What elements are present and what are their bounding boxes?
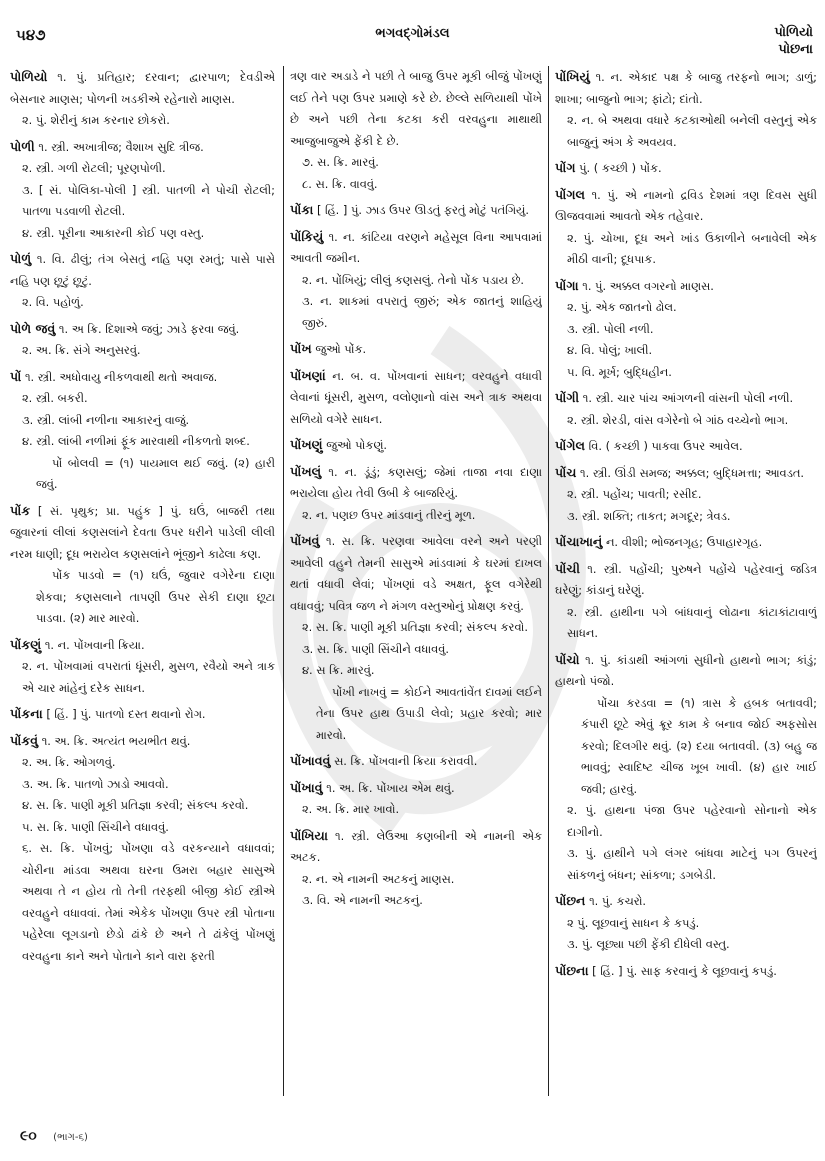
headword: પોંકના [10, 706, 43, 721]
sub-sense: ૨. વિ. પહોળું. [22, 295, 84, 309]
definition: ૧. પું. કચરો. [589, 894, 647, 908]
sub-sense: ૨. પું. એક જાતનો ઢોલ. [567, 300, 677, 314]
sub-sense: ૪. સ ક્રિ. મારવું. [302, 663, 375, 677]
sub-sense: ૬. સ. ક્રિ. પોંખવું; પોંખણા વડે વરકન્યાને વધાવવાં; ચોરીના માંડવા અથવા ઘરના ઉમરા બહાર સાસુએ અથવા તે ન હોય તો તેની તરફથી બીજી કોઈ સ્ત્રીએ વરવહુને વધાવવાં. તેમાં એકેક પોંખણા ઉપર સ્ત્રી પોતાના પહેરેલા લૂગડાનો છેડો ઢાંકે છે અને તે ઢાંકેલું પોંખણું વરવહુના કાને અને પોતાને કાને વારા ફરતી [22, 841, 275, 963]
sub-sense: ૩. વિ. એ નામની અટકનું. [302, 893, 423, 907]
column-2 [290, 66, 542, 1096]
definition: ૧. સ્ત્રી. પહોંચી; પુરુષને પહોંચે પહેરવાનું જડિત્ર ઘરેણું; કાંડાનું ઘરેણું. [555, 561, 817, 597]
sub-sense: ૨. સ્ત્રી. ગળી રોટલી; પૂરણપોળી. [22, 161, 166, 175]
guide-word-last: પોછના [778, 42, 813, 57]
idiom-phrase: પોં બોલવી = (૧) પાયમાલ થઈ જવું. (૨) હારી જવું. [36, 455, 275, 491]
headword: પોં [10, 368, 22, 384]
headword: પોંખિયા [290, 827, 328, 843]
dictionary-entry [555, 157, 817, 180]
sub-sense: ૨. સ્ત્રી. શેરડી, વાંસ વગેરેનો બે ગાંઠ વચ્ચેનો ભાગ. [567, 412, 789, 427]
sub-sense: ૩. અ. ક્રિ. પાતળો ઝાડો આવવો. [22, 776, 169, 791]
definition: [ હિં. ] પું. પાતળો દસ્ત થવાનો રોગ. [46, 707, 206, 721]
dictionary-entry [290, 750, 542, 773]
dictionary-columns [10, 66, 815, 1096]
book-title: ભગવદ્ગોમંડલ [375, 26, 450, 41]
dictionary-entry [10, 730, 275, 968]
definition: [ સં. પૃથુક; પ્રા. પહુંક ] પું. ઘઉં, બાજરી તથા જુવારનાં લીલાં કણસલાંને દેવતા ઉપર ધરીને પાડેલી લીલી નરમ ધાણી; દૂધ ભરાયેલ કણસલાંને ભૂંજીને કાઢેલા કણ. [10, 503, 275, 561]
headword: પોળી [10, 138, 35, 154]
headword: પોંગ [555, 160, 576, 175]
sub-sense: ૨. ન. પણછ ઉપર માંડવાનું તીરનું મૂળ. [302, 507, 476, 522]
guide-words [774, 24, 813, 58]
definition: ૧. ન. કાંટિયા વરણને મહેસૂલ વિના આપવામાં આવતી જમીન. [290, 229, 542, 265]
sub-sense: ૩. સ્ત્રી. પોલી નળી. [567, 321, 654, 336]
definition: ૧. સ. ક્રિ. પરણવા આવેલા વરને અને પરણી આવેલી વહુને તેમની સાસુએ માંડવામાં કે ઘરમાં દાખલ થતાં વધાવી લેવાં; પોંખણાં વડે અક્ષત, ફૂલ વગેરેથી વધાવવું; પવિત્ર જળ ને મંગળ વસ્તુઓનું પ્રોક્ષણ કરવું. [290, 534, 542, 613]
headword: પોળે જવું [10, 320, 56, 336]
idiom-phrase: પોંખી નાખવું = કોઈને આવતાંવેંત દાવમાં લઈને તેના ઉપર હાથ ઉપાડી લેવો; પ્રહાર કરવો; માર મારવો. [316, 684, 542, 742]
sub-sense: ૨. અ. ક્રિ. માર ખાવો. [302, 802, 400, 816]
sub-sense: ૨. સ. ક્રિ. પાણી મૂકી પ્રતિજ્ઞા કરવી; સંકલ્પ કરવો. [302, 620, 529, 634]
headword: પોંખાવું [290, 779, 323, 795]
sub-sense: ૨. ન. પોંખિયું; લીલું કણસલું. તેનો પોંક પડાય છે. [302, 272, 524, 287]
sub-sense: ૨. પું. શેરીનું કામ કરનાર છોકરો. [22, 113, 170, 127]
sub-sense: ૩. પું. હાથીને પગે લંગર બાંધવા માટેનું પગ ઉપરનું સાંકળનું બંધન; સાંકળા; ડગબેડી. [567, 846, 817, 882]
headword: પોંખ [290, 341, 312, 356]
page-header [12, 24, 813, 64]
headword: પોંચી [555, 560, 580, 576]
dictionary-entry [10, 66, 275, 132]
dictionary-entry [290, 825, 542, 912]
page-number: ૫૪૭ [16, 26, 46, 44]
headword: પોંખણું [290, 437, 323, 452]
dictionary-entry [10, 703, 275, 726]
column-divider [548, 66, 549, 1096]
headword: પોંક [10, 502, 31, 518]
headword: પોંગી [555, 390, 580, 405]
sub-sense: ૨ પું. લૂછવાનું સાધન કે કપડું. [567, 915, 700, 930]
headword: પોંકવું [10, 732, 39, 748]
dictionary-entry [555, 275, 817, 384]
definition: ૧. સ્ત્રી. અખાત્રીજ; વૈશાખ સુદિ ત્રીજ. [38, 139, 204, 154]
dictionary-entry [10, 634, 275, 700]
folio-number: ૯૦ [20, 1128, 37, 1144]
dictionary-entry [290, 338, 542, 361]
dictionary-entry [290, 226, 542, 335]
idiom-phrase: પોંચા કરડવા = (૧) ત્રાસ કે હબક બતાવવી; કંપારી છૂટે એવું ક્રૂર કામ કે બનાવ જોઈ અફસોસ કરવો; દિલગીર થવું. (૨) દયા બતાવવી. (૩) બહુ જ ભાવવું; સ્વાદિષ્ટ ચીજ ખૂબ ખાવી. (૪) હાર ખાઈ જવી; હારવું. [581, 695, 817, 796]
dictionary-entry [290, 461, 542, 527]
dictionary-entry [555, 531, 817, 554]
sub-sense: ૪. સ. ક્રિ. પાણી મૂકી પ્રતિજ્ઞા કરવી; સંકલ્પ કરવો. [22, 798, 249, 812]
column-divider [283, 66, 284, 1096]
dictionary-entry [555, 890, 817, 956]
sub-sense: ૨. ન. એ નામની અટકનું માણસ. [302, 871, 455, 886]
sub-sense: ૪. સ્ત્રી. પૂરીના આકારની કોઈ પણ વસ્તુ. [22, 225, 205, 240]
dictionary-entry [555, 184, 817, 271]
headword: પોંકિયું [290, 228, 324, 244]
idiom-phrase: પોંક પાડવો = (૧) ઘઉં, જુવાર વગેરેના દાણા શેકવા; કણસલાને તાપણી ઉપર સેકી દાણા છૂટા પાડવા. (૨) માર મારવો. [36, 568, 275, 625]
dictionary-entry [555, 435, 817, 458]
volume-label: (ભાગ-૬) [53, 1132, 88, 1143]
definition: ૧. અ. ક્રિ. પોંખાય એમ થવું. [326, 780, 455, 795]
definition: [ હિં. ] પું. ઝાડ ઉપર ઊડતું ફરતું મોટું પતંગિયું. [316, 203, 529, 217]
definition: સ. ક્રિ. પોંખવાની ક્રિયા કરાવવી. [334, 754, 478, 768]
dictionary-entry [10, 136, 275, 245]
definition: પું. ( કચ્છી ) પોંક. [579, 161, 662, 175]
sub-sense: ૩. સ્ત્રી. લાંબી નળીના આકારનું વાજું. [22, 412, 190, 427]
definition: ૧. પું. એ નામનો દ્રવિડ દેશમાં ત્રણ દિવસ સુધી ઊજવવામાં આવતો એક તહેવાર. [555, 187, 817, 223]
sub-sense: ૩. સ્ત્રી. શક્તિ; તાકત; મગદૂર; ત્રેવડ. [567, 508, 731, 523]
dictionary-entry [10, 366, 275, 496]
headword: પોંખવું [290, 533, 320, 548]
definition: ૧. પું. કાંડાથી આંગળાં સુધીનો હાથનો ભાગ; કાંડું; હાથનો પંજો. [555, 652, 817, 688]
guide-word-first: પોળિયો [774, 25, 813, 40]
headword: પોંકા [290, 202, 314, 217]
definition: ૧. સ્ત્રી. ઊંડી સમજ; અક્કલ; બુદ્ધિમત્તા; આવડત. [580, 465, 805, 480]
page-footer [20, 1128, 88, 1144]
definition: વિ. ( કચ્છી ) પાકવા ઉપર આવેલ. [588, 439, 743, 453]
headword: પોળિયો [10, 69, 48, 84]
headword: પોંચ [555, 464, 577, 480]
definition: ૧. સ્ત્રી. લેઉઆ કણબીની એ નામની એક અટક. [290, 828, 542, 864]
dictionary-entry [555, 66, 817, 153]
dictionary-entry [290, 530, 542, 746]
sub-sense: ૨. પું. ચોખા, દૂધ અને ખાંડ ઉકાળીને બનાવેલી એક મીઠી વાની; દૂધપાક. [567, 230, 817, 266]
sub-sense: ૪. સ્ત્રી. લાંબી નળીમાં ફૂંક મારવાથી નીકળતો શબ્દ. [22, 434, 250, 448]
sub-sense: ૨. અ. ક્રિ. ઓગળવું. [22, 755, 116, 769]
definition: ત્રણ વાર અડાડે ને પછી તે બાજુ ઉપર મૂકી બીજું પોંખણું લઈ તેને પણ ઉપર પ્રમાણે કરે છે. છેલ્લે સળિયાથી પોંખે છે અને પછી તેના કટકા કરી વરવહુના માથાથી આજુબાજુએ ફેંકી દે છે. [290, 69, 542, 148]
dictionary-entry [290, 434, 542, 457]
headword: પોંખિયું [555, 69, 590, 84]
sub-sense: ૭. સ. ક્રિ. મારવું. [302, 155, 379, 169]
definition: ૧. સ્ત્રી. ચાર પાંચ આંગળની વાંસની પોલી નળી. [582, 391, 794, 405]
definition: ૧. વિ. ઢીલું; તંગ બેસતું નહિ પણ રમતું; પાસે પાસે નહિ પણ છૂટું છૂટું. [10, 252, 275, 288]
sub-sense: ૨. અ. ક્રિ. સંગે અનુસરવું. [22, 343, 141, 357]
dictionary-entry [555, 462, 817, 528]
headword: પોળું [10, 251, 32, 266]
dictionary-entry [10, 318, 275, 362]
sub-sense: ૮. સ. ક્રિ. વાવવું. [302, 176, 378, 191]
headword: પોંચો [555, 651, 580, 667]
dictionary-entry [555, 649, 817, 887]
headword: પોંખલું [290, 463, 322, 479]
headword: પોંખણાં [290, 367, 326, 383]
dictionary-entry [290, 66, 542, 195]
sub-sense: ૨. ન. પોંખવામાં વપરાતાં ધૂંસરી, મુસળ, રવૈયો અને ત્રાક એ ચાર માંહેનું દરેક સાધન. [22, 659, 275, 695]
dictionary-entry [555, 960, 817, 983]
sub-sense: ૨. સ્ત્રી. પહોંચ; પાવતી; રસીદ. [567, 487, 702, 501]
definition: ૧. પું. અક્કલ વગરનો માણસ. [582, 278, 714, 293]
sub-sense: ૩. ન. શાકમાં વપરાતું જીરું; એક જાતનું શાહિયું જીરું. [302, 294, 542, 330]
definition: ૧. અ ક્રિ. દિશાએ જવું; ઝાડે ફરવા જવું. [58, 321, 240, 336]
sub-sense: ૨. પું. હાથના પંજા ઉપર પહેરવાનો સોનાનો એક દાગીનો. [567, 803, 817, 839]
sub-sense: ૩. પું. લૂછ્યા પછી ફેંકી દીધેલી વસ્તુ. [567, 937, 730, 951]
column-3 [555, 66, 817, 1096]
definition: ૧. પું. પ્રતિહાર; દરવાન; દ્વારપાળ; દેવડીએ બેસનાર માણસ; પોળની ખડકીએ રહેનારો માણસ. [10, 70, 275, 106]
sub-sense: ૫. સ. ક્રિ. પાણી સિંચીને વધાવવું. [22, 819, 169, 834]
definition: ૧. ન. એકાદ પક્ષ કે બાજુ તરફનો ભાગ; ડાળું; શાખા; બાજુનો ભાગ; ફાંટો; દાંતો. [555, 70, 817, 106]
sub-sense: ૩. [ સં. પોલિકા-પોલી ] સ્ત્રી. પાતળી ને પોચી રોટલી; પાતળા પડવાળી રોટલી. [22, 182, 275, 218]
sub-sense: ૫. વિ. મૂર્ખ; બુદ્ધિહીન. [567, 364, 672, 379]
headword: પોંકણું [10, 636, 42, 652]
dictionary-entry [290, 199, 542, 222]
sub-sense: ૨. સ્ત્રી. હાથીના પગે બાંધવાનું લોઢાના કાંટાકાંટાવાળું સાધન. [567, 604, 817, 640]
dictionary-entry [555, 558, 817, 645]
sub-sense: ૨. ન. બે અથવા વધારે કટકાઓથી બનેલી વસ્તુનું એક બાજુનું અંગ કે અવયવ. [567, 113, 817, 149]
definition: જુઓ પોંક. [315, 342, 367, 356]
sub-sense: ૪. વિ. પોલું; ખાલી. [567, 343, 653, 357]
headword: પોંગા [555, 277, 579, 293]
dictionary-entry [555, 387, 817, 431]
definition: ૧. ન. ડૂંડું; કણસલું; જેમાં તાજા નવા દાણા ભરાયેલા હોય તેવી ઉબી કે બાજરિયું. [290, 464, 542, 500]
dictionary-entry [290, 777, 542, 821]
definition: ૧. ન. પોંખવાની ક્રિયા. [44, 637, 145, 652]
dictionary-entry [10, 248, 275, 314]
definition: ૧. અ. ક્રિ. અત્યંત ભયભીત થવું. [41, 733, 191, 748]
headword: પોંગલ [555, 186, 586, 202]
definition: ૧. સ્ત્રી. અધોવાયુ નીકળવાથી થતો અવાજ. [24, 369, 218, 384]
headword: પોંછના [555, 962, 589, 978]
dictionary-entry [290, 365, 542, 431]
definition: ન. વીશી; ભોજનગૃહ; ઉપાહારગૃહ. [605, 535, 763, 549]
headword: પોંગેલ [555, 438, 586, 453]
headword: પોંચાખાનું [555, 534, 603, 549]
sub-sense: ૨. સ્ત્રી. બકરી. [22, 391, 88, 405]
headword: પોંછન [555, 893, 586, 908]
definition: [ હિં. ] પું. સાફ કરવાનું કે લૂછવાનું કપડું. [592, 963, 777, 978]
definition: જુઓ પોકણું. [326, 438, 388, 452]
column-1 [10, 66, 275, 1096]
headword: પોંખાવવું [290, 753, 331, 768]
sub-sense: ૩. સ. ક્રિ. પાણી સિંચીને વધાવવું. [302, 641, 449, 656]
definition: ન. બ. વ. પોંખવાનાં સાધન; વરવહુને વધાવી લેવાનાં ધૂંસરી, મુસળ, વલોણાનો વાંસ અને ત્રાક અથવા સળિયો વગેરે સાધન. [290, 368, 542, 426]
dictionary-entry [10, 500, 275, 630]
